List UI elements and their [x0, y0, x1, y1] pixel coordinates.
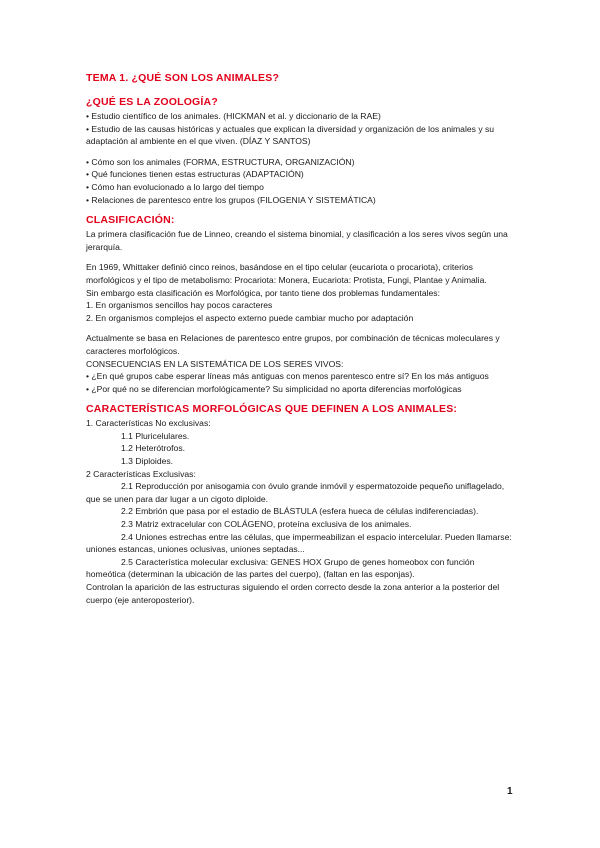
consequence-item: • ¿Por qué no se diferencian morfológicamente? Su simplicidad no aporta diferencias morfológicas	[86, 383, 462, 394]
classification-intro: La primera clasificación fue de Linneo, creando el sistema binomial, y clasificación a los seres vivos según una jerarquía.	[86, 229, 508, 252]
nonexclusive-item: 1.2 Heterótrofos.	[121, 443, 186, 454]
exclusive-item: 2.1 Reproducción por anisogamia con óvulo grande inmóvil y espermatozoide pequeño uniflagelado, que se unen para dar lugar a un cigoto diploide.	[86, 481, 505, 504]
consequence-item: • ¿En qué grupos cabe esperar líneas más antiguas con menos parentesco entre sí? En los más antiguos	[86, 371, 489, 382]
closing-paragraph: Controlan la aparición de las estructuras siguiendo el orden correcto desde la zona anterior a la posterior del cuerpo (eje anteroposterior).	[86, 582, 500, 605]
exclusive-item: 2.2 Embrión que pasa por el estadio de BLÁSTULA (esfera hueca de células indiferenciadas).	[121, 506, 479, 517]
zoology-definition: • Estudio de las causas históricas y actuales que explican la diversidad y organización de los animales y su adaptación al ambiente en el que viven. (DÍAZ Y SANTOS)	[86, 123, 495, 147]
page-number: 1	[507, 786, 513, 797]
classification-heading: CLASIFICACIÓN:	[86, 214, 175, 227]
problem-item: 1. En organismos sencillos hay pocos caracteres	[86, 300, 273, 311]
whittaker-paragraph: En 1969, Whittaker definió cinco reinos, basándose en el tipo celular (eucariota o procariota), criterios morfológicos y el tipo de metabolismo: Procariota: Monera, Eucariota: Protista, Fungi, Plantae y Animalia.	[86, 262, 487, 285]
zoology-question: • Relaciones de parentesco entre los grupos (FILOGENIA Y SISTEMÁTICA)	[86, 194, 376, 205]
zoology-question: • Qué funciones tienen estas estructuras (ADAPTACIÓN)	[86, 169, 304, 180]
consequences-title: CONSECUENCIAS EN LA SISTEMÁTICA DE LOS SERES VIVOS:	[86, 358, 344, 369]
characteristics-heading: CARACTERÍSTICAS MORFOLÓGICAS QUE DEFINEN A LOS ANIMALES:	[86, 403, 458, 416]
zoology-question: • Cómo han evolucionado a lo largo del tiempo	[86, 181, 264, 192]
exclusive-title: 2 Características Exclusivas:	[86, 468, 196, 479]
whittaker-paragraph: Sin embargo esta clasificación es Morfológica, por tanto tiene dos problemas fundamentales:	[86, 287, 440, 298]
exclusive-item: 2.5 Característica molecular exclusiva: GENES HOX Grupo de genes homeobox con función homeótica (determinan la ubicación de las partes del cuerpo), (faltan en las esponjas).	[86, 556, 475, 580]
exclusive-item: 2.3 Matriz extracelular con COLÁGENO, proteína exclusiva de los animales.	[121, 519, 412, 530]
exclusive-item: 2.4 Uniones estrechas entre las células, que impermeabilizan el espacio intercelular. Pueden llamarse: uniones estancas, uniones oclusivas, uniones septadas...	[86, 531, 512, 555]
zoology-heading: ¿QUÉ ES LA ZOOLOGÍA?	[86, 96, 218, 108]
problem-item: 2. En organismos complejos el aspecto externo puede cambiar mucho por adaptación	[86, 312, 414, 323]
zoology-question: • Cómo son los animales (FORMA, ESTRUCTURA, ORGANIZACIÓN)	[86, 156, 355, 167]
nonexclusive-title: 1. Características No exclusivas:	[86, 418, 211, 429]
page-content	[86, 72, 516, 606]
zoology-definition: • Estudio científico de los animales. (HICKMAN et al. y diccionario de la RAE)	[86, 111, 381, 121]
nonexclusive-item: 1.3 Diploides.	[121, 456, 174, 467]
page-title: TEMA 1. ¿QUÉ SON LOS ANIMALES?	[86, 72, 280, 84]
current-paragraph: Actualmente se basa en Relaciones de parentesco entre grupos, por combinación de técnicas moleculares y caracteres morfológicos.	[86, 333, 500, 356]
nonexclusive-item: 1.1 Pluricelulares.	[121, 430, 190, 441]
